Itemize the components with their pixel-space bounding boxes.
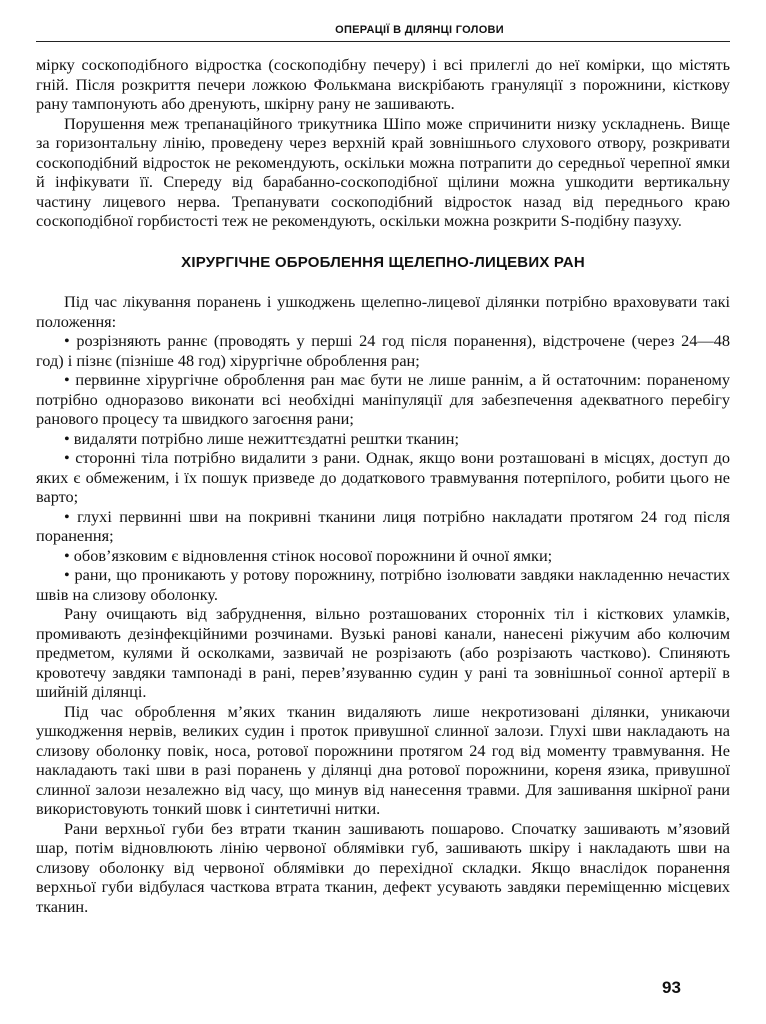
paragraph: Порушення меж трепанаційного трикутника Шіпо може спричинити низку ускладнень. Вище за горизонтальну лінію, проведену через верхній край зовнішнього слухового отвору, розкривати соскоподібний відросток не рекомендують, оскільки можна потрапити до середньої черепної ямки й інфікувати її. Спереду від барабанно-соскоподібної щілини можна ушкодити вертикальну частину лицевого нерва. Трепанувати соскоподібний відросток назад від переднього краю соскоподібної горбистості теж не рекомендують, оскільки можна розкрити S-подібну пазуху. bbox=[36, 113, 730, 230]
running-header: ОПЕРАЦІЇ В ДІЛЯНЦІ ГОЛОВИ bbox=[335, 24, 504, 36]
page-body bbox=[36, 55, 730, 916]
bullet-item: • видаляти потрібно лише нежиттєздатні рештки тканин; bbox=[64, 428, 459, 448]
header-rule bbox=[36, 41, 730, 42]
intro-paragraph: Під час лікування поранень і ушкоджень щелепно-лицевої ділянки потрібно враховувати такі положення: bbox=[36, 292, 730, 331]
bullet-item: • обов’язковим є відновлення стінок носової порожнини й очної ямки; bbox=[64, 545, 553, 565]
bullet-item: • розрізняють раннє (проводять у перші 24 год після поранення), відстрочене (через 24—48 год) і пізнє (пізніше 48 год) хірургічне оброблення ран; bbox=[36, 331, 730, 370]
bullet-item: • глухі первинні шви на покривні тканини лиця потрібно накладати протягом 24 год після поранення; bbox=[36, 506, 730, 545]
bullet-item: • сторонні тіла потрібно видалити з рани. Однак, якщо вони розташовані в місцях, доступ до яких є обмеженим, і їх пошук призведе до додаткового травмування потерпілого, робити цього не варто; bbox=[36, 448, 730, 506]
paragraph: Рани верхньої губи без втрати тканин зашивають пошарово. Спочатку зашивають м’язовий шар, потім відновлюють лінію червоної облямівки губ, зашивають шкіру і накладають шви на слизову оболонку від червоної облямівки до перехідної складки. Якщо внаслідок поранення верхньої губи відбулася часткова втрата тканин, дефект усувають завдяки переміщенню місцевих тканин. bbox=[36, 818, 730, 916]
paragraph: Рану очищають від забруднення, вільно розташованих сторонніх тіл і кісткових уламків, промивають дезінфекційними розчинами. Вузькі ранові канали, нанесені ріжучим або колючим предметом, кулями й осколками, зазвичай не розрізають (або розрізають частково). Спиняють кровотечу завдяки тампонаді в рані, перев’язуванню судин у рані та зовнішньої сонної артерії в шийній ділянці. bbox=[36, 604, 730, 701]
bullet-item: • рани, що проникають у ротову порожнину, потрібно ізолювати завдяки накладенню нечастих швів на слизову оболонку. bbox=[36, 565, 730, 604]
paragraph: Під час оброблення м’яких тканин видаляють лише некротизовані ділянки, уникаючи ушкодження нервів, великих судин і проток привушної слинної залози. Глухі шви накладають на слизову оболонку повік, носа, ротової порожнини протягом 24 год від моменту травмування. Не накладають такі шви в разі поранень у ділянці дна ротової порожнини, кореня язика, привушної слинної залози незалежно від часу, що минув від нанесення травми. Для зашивання шкірної рани використовують тонкий шовк і синтетичні нитки. bbox=[36, 701, 730, 818]
bullet-item: • первинне хірургічне оброблення ран має бути не лише раннім, а й остаточним: пораненому потрібно одноразово виконати всі необхідні маніпуляції для забезпечення адекватного перебігу ранового процесу та швидкого загоєння рани; bbox=[36, 370, 730, 428]
page-number: 93 bbox=[662, 978, 681, 997]
paragraph: мірку соскоподібного відростка (соскоподібну печеру) і всі прилеглі до неї комірки, що містять гній. Після розкриття печери ложкою Фолькмана вискрібають грануляції з порожнини, кісткову рану тампонують або дренують, шкірну рану не зашивають. bbox=[36, 55, 730, 113]
section-heading: ХІРУРГІЧНЕ ОБРОБЛЕННЯ ЩЕЛЕПНО-ЛИЦЕВИХ РАН bbox=[181, 253, 585, 271]
